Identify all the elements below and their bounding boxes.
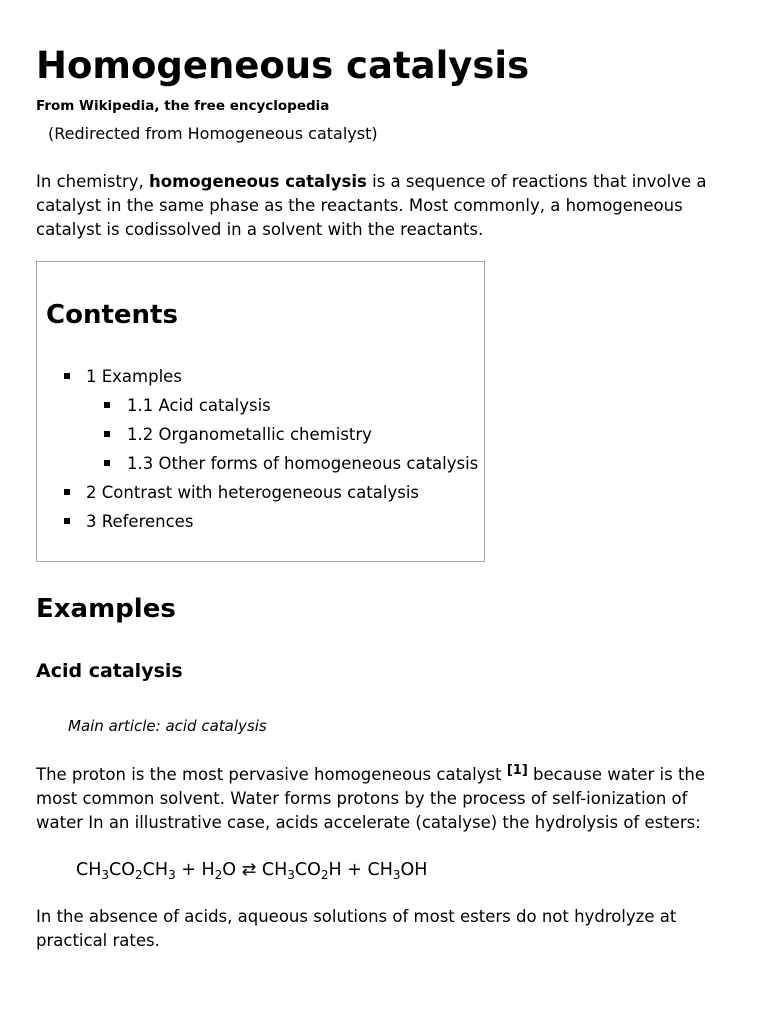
- eq-text: CH: [76, 860, 102, 880]
- proton-text-start: The proton is the most pervasive homogeneous catalyst: [36, 765, 507, 784]
- proton-text-end: because water is the most common solvent. Water forms protons by the process of self-ionization of water In an illustrative case, acids accelerate (catalyse) the hydrolysis of esters:: [36, 765, 706, 832]
- eq-text: CO: [294, 860, 321, 880]
- proton-paragraph: [36, 763, 726, 835]
- bullet-icon: [64, 518, 70, 524]
- eq-subscript: 2: [135, 868, 143, 882]
- page-title: Homogeneous catalysis: [36, 44, 530, 87]
- main-article-hatnote[interactable]: Main article: acid catalysis: [68, 717, 267, 735]
- eq-subscript: 3: [392, 868, 401, 882]
- toc-item-label[interactable]: 2 Contrast with heterogeneous catalysis: [86, 483, 420, 502]
- eq-text: CO: [109, 860, 136, 880]
- eq-text: CH: [256, 860, 288, 880]
- eq-subscript: 2: [320, 868, 329, 882]
- bullet-icon: [104, 402, 110, 408]
- equilibrium-arrow-icon: ⇄: [241, 860, 257, 880]
- bullet-icon: [104, 460, 110, 466]
- eq-text: OH: [400, 860, 428, 880]
- toc-item-label[interactable]: 3 References: [86, 512, 194, 531]
- toc-item-label[interactable]: 1.1 Acid catalysis: [127, 396, 271, 415]
- eq-subscript: 3: [101, 868, 110, 882]
- ester-hydrolysis-equation: [76, 857, 427, 883]
- eq-subscript: 3: [168, 868, 176, 882]
- toc-title: Contents: [46, 300, 178, 330]
- intro-bold-term: homogeneous catalysis: [149, 172, 367, 191]
- toc-item-label[interactable]: 1.3 Other forms of homogeneous catalysis: [127, 454, 479, 473]
- absence-paragraph: In the absence of acids, aqueous solutions of most esters do not hydrolyze at practical rates.: [36, 907, 677, 950]
- toc-item-label[interactable]: 1.2 Organometallic chemistry: [127, 425, 372, 444]
- subsection-heading-acid-catalysis: Acid catalysis: [36, 660, 183, 682]
- intro-prefix: In chemistry,: [36, 172, 150, 191]
- eq-text: O: [222, 860, 242, 880]
- eq-text: H + CH: [328, 860, 393, 880]
- site-tagline: From Wikipedia, the free encyclopedia: [36, 98, 330, 114]
- toc-item-label[interactable]: 1 Examples: [86, 367, 182, 386]
- intro-suffix: is a sequence of reactions that involve a catalyst in the same phase as the reactants. Most commonly, a homogeneous catalyst is codissolved in a solvent with the reactants.: [36, 172, 707, 239]
- table-of-contents: [36, 261, 485, 562]
- eq-text: + H: [175, 860, 215, 880]
- eq-text: CH: [142, 860, 169, 880]
- eq-subscript: 3: [287, 868, 295, 882]
- section-heading-examples: Examples: [36, 594, 176, 624]
- redirect-note: (Redirected from Homogeneous catalyst): [48, 124, 378, 143]
- eq-subscript: 2: [214, 868, 223, 882]
- bullet-icon: [104, 431, 110, 437]
- citation-ref-1[interactable]: [1]: [506, 763, 528, 778]
- bullet-icon: [64, 373, 70, 379]
- intro-paragraph: [36, 170, 726, 242]
- bullet-icon: [64, 489, 70, 495]
